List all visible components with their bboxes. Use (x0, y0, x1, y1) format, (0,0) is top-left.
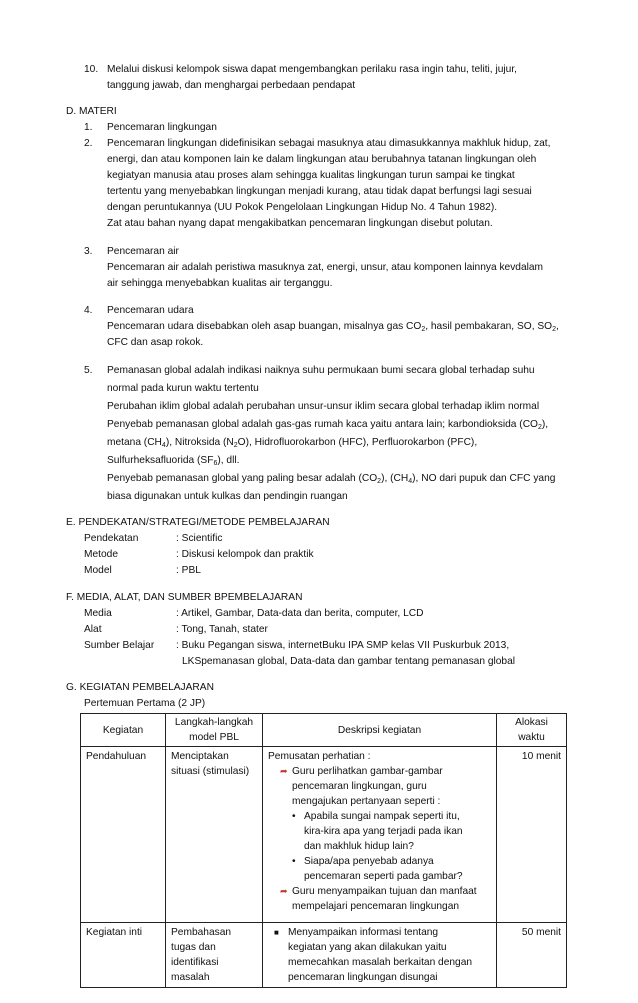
bullet-icon: • (292, 856, 296, 867)
item-number: 3. (84, 246, 93, 257)
field-value: : Artikel, Gambar, Data-data dan berita, computer, LCD (176, 608, 424, 619)
item-text: dengan peruntukannya (UU Pokok Pengelolaan Lingkungan Hidup No. 4 Tahun 1982). (107, 202, 498, 213)
cell-kegiatan: Pendahuluan (81, 747, 166, 923)
field-label: Media (84, 608, 112, 619)
bullet-icon: • (292, 811, 296, 822)
item-text: Penyebab pemanasan global adalah gas-gas rumah kaca yaitu antara lain; karbondioksida $(CO_2)$, (107, 419, 549, 431)
field-value: : Buku Pegangan siswa, internetBuku IPA SMP kelas VII Puskurbuk 2013, (176, 640, 510, 651)
meeting-subheading: Pertemuan Pertama (2 JP) (84, 698, 206, 709)
item-text: Pencemaran air adalah peristiwa masuknya zat, energi, unsur, atau komponen lainnya kevdalam (107, 262, 544, 273)
item-text: air sehingga menyebabkan kualitas air terganggu. (107, 278, 333, 289)
field-label: Sumber Belajar (84, 640, 155, 651)
section-heading-media: F. MEDIA, ALAT, DAN SUMBER BPEMBELAJARAN (66, 592, 303, 603)
item-number: 1. (84, 122, 93, 133)
field-label: Model (84, 565, 112, 576)
item-text: CFC dan asap rokok. (107, 337, 204, 348)
cell-deskripsi: ■ Menyampaikan informasi tentang kegiatan yang akan dilakukan yaitu memecahkan masalah berkaitan dengan pencemaran lingkungan disungai (263, 923, 497, 988)
header-alokasi: Alokasi waktu (497, 714, 567, 747)
cell-waktu: 10 menit (497, 747, 567, 923)
field-label: Alat (84, 624, 102, 635)
arrow-bullet-icon: ➦ (280, 766, 288, 776)
field-value: : Diskusi kelompok dan praktik (176, 549, 314, 560)
item-text: Pencemaran lingkungan (107, 122, 217, 133)
item-text: biasa digunakan untuk kulkas dan pendingin ruangan (107, 491, 348, 502)
item-text: tertentu yang menyebabkan lingkungan menjadi kurang, atau tidak dapat berfungsi lagi sesuai (107, 186, 532, 197)
item-number: 5. (84, 365, 93, 376)
field-label: Metode (84, 549, 118, 560)
section-heading-materi: D. MATERI (66, 106, 117, 117)
item-number: 2. (84, 138, 93, 149)
item-text: Zat atau bahan nyang dapat mengakibatkan pencemaran lingkungan disebut polutan. (107, 218, 493, 229)
cell-deskripsi: Pemusatan perhatian : ➦ Guru perlihatkan gambar-gambar pencemaran lingkungan, guru mengajukan pertanyaan seperti : • Apabila sungai nampak seperti itu, kira-kira apa yang terjadi pada ikan dan makhluk hidup lain? • Siapa/apa penyebab adanya pencemaran seperti pada gambar? ➦ Guru menyampaikan tujuan dan manfaat mempelajari pencemaran lingkungan (263, 747, 497, 923)
item-text: Perubahan iklim global adalah perubahan unsur-unsur iklim secara global terhadap iklim normal (107, 401, 540, 412)
cell-langkah: Menciptakan situasi (stimulasi) (166, 747, 263, 923)
header-langkah: Langkah-langkah model PBL (166, 714, 263, 747)
item-number: 4. (84, 305, 93, 316)
item-text: kegiatyan manusia atau proses alam sehingga kualitas lingkungan turun sampai ke tingkat (107, 170, 515, 181)
item-text: Sulfurheksafluorida $(SF_6)$, dll. (107, 455, 240, 467)
field-value-continuation: LKSpemanasan global, Data-data dan gambar tentang pemanasan global (182, 656, 516, 667)
header-deskripsi: Deskripsi kegiatan (263, 714, 497, 747)
item-text: Pencemaran udara disebabkan oleh asap buangan, misalnya gas $CO_2$, hasil pembakaran, SO, $SO_2$, (107, 321, 559, 333)
section-heading-pendekatan: E. PENDEKATAN/STRATEGI/METODE PEMBELAJARAN (66, 517, 330, 528)
header-kegiatan: Kegiatan (81, 714, 166, 747)
item-text: Penyebab pemanasan global yang paling besar adalah $(CO_2)$, $(CH_4)$, NO dari pupuk dan CFC yang (107, 473, 556, 485)
field-value: : PBL (176, 565, 201, 576)
item-text: Pemanasan global adalah indikasi naiknya suhu permukaan bumi secara global terhadap suhu (107, 365, 535, 376)
item-text: Pencemaran udara (107, 305, 194, 316)
cell-langkah: Pembahasan tugas dan identifikasi masalah (166, 923, 263, 988)
square-bullet-icon: ■ (274, 928, 279, 937)
item-text: normal pada kurun waktu tertentu (107, 383, 259, 394)
table-row (81, 923, 567, 988)
table-header-row (81, 714, 567, 747)
item-text: Melalui diskusi kelompok siswa dapat mengembangkan perilaku rasa ingin tahu, teliti, jujur, (107, 64, 517, 75)
table-row (81, 747, 567, 923)
item-text: energi, dan atau komponen lain ke dalam lingkungan atau berubahnya tatanan lingkungan oleh (107, 154, 537, 165)
item-text: Pencemaran air (107, 246, 179, 257)
item-text: metana $(CH_4)$, Nitroksida $(N_2O)$, Hidrofluorokarbon (HFC), Perfluorokarbon (PFC), (107, 437, 478, 449)
item-text: Pencemaran lingkungan didefinisikan sebagai masuknya atau dimasukkannya makhluk hidup, zat, (107, 138, 551, 149)
field-label: Pendekatan (84, 533, 139, 544)
arrow-bullet-icon: ➦ (280, 886, 288, 896)
field-value: : Scientific (176, 533, 223, 544)
item-number: 10. (84, 64, 99, 75)
field-value: : Tong, Tanah, stater (176, 624, 268, 635)
cell-kegiatan: Kegiatan inti (81, 923, 166, 988)
activity-table (80, 713, 567, 988)
section-heading-kegiatan: G. KEGIATAN PEMBELAJARAN (66, 682, 214, 693)
cell-waktu: 50 menit (497, 923, 567, 988)
item-text: tanggung jawab, dan menghargai perbedaan pendapat (107, 80, 356, 91)
